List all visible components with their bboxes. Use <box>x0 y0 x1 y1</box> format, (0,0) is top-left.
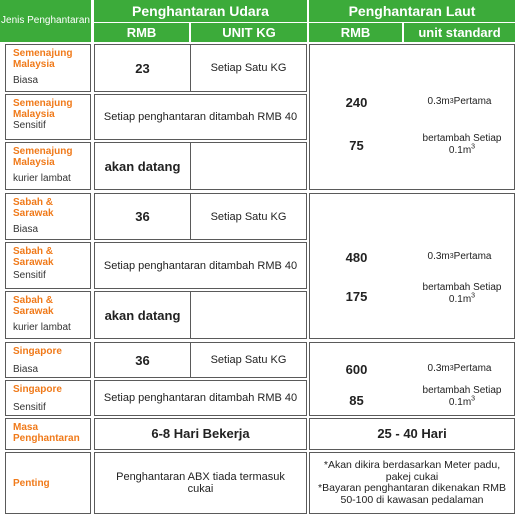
udara-coming-soon: akan datang <box>104 158 181 174</box>
udara-cell <box>94 193 307 240</box>
laut-unit-tail: Pertama <box>453 251 492 262</box>
row-label <box>5 291 91 339</box>
row-title: Sabah & Sarawak <box>13 197 54 219</box>
laut-unit-tail: Pertama <box>453 363 492 374</box>
column-divider <box>190 143 191 189</box>
laut-unit-text: bertambah Setiap 0.1m <box>422 133 502 156</box>
row-label <box>5 242 91 289</box>
udara-merged-value: Setiap penghantaran ditambah RMB 40 <box>94 242 307 289</box>
row-subtitle: Sensitif <box>13 120 46 131</box>
header-laut-rmb: RMB <box>309 23 402 42</box>
laut-unit-value: 0.3m 3 Pertama <box>427 96 492 107</box>
laut-unit-value <box>422 385 502 409</box>
laut-unit-value: 0.3m 3 Pertama <box>427 363 492 374</box>
row-title: Semenajung Malaysia <box>13 98 73 120</box>
masa-laut-value: 25 - 40 Hari <box>309 418 515 450</box>
laut-rmb-value: 240 <box>345 94 368 110</box>
udara-unit-value: Setiap Satu KG <box>210 210 287 223</box>
row-title: Semenajung Malaysia <box>13 48 73 70</box>
header-penghantaran-laut: Penghantaran Laut <box>309 0 515 22</box>
row-label <box>5 44 91 92</box>
row-label <box>5 193 91 240</box>
laut-group-semenanjung <box>309 44 515 190</box>
row-label <box>5 380 91 416</box>
laut-rmb-value: 600 <box>345 361 368 377</box>
row-title: Sabah & Sarawak <box>13 246 54 268</box>
row-title: Singapore <box>13 384 62 395</box>
row-label-masa <box>5 418 91 450</box>
header-laut-unit-standard: unit standard <box>404 23 515 42</box>
udara-rmb-value: 23 <box>135 60 150 76</box>
header-udara-rmb: RMB <box>94 23 189 42</box>
laut-unit-value: 0.3m 3 Pertama <box>427 251 492 262</box>
row-subtitle: Sensitif <box>13 270 46 281</box>
penting-laut-notes <box>309 452 515 514</box>
row-subtitle: Biasa <box>13 224 39 235</box>
column-divider <box>190 292 191 338</box>
row-subtitle: kurier lambat <box>13 173 71 184</box>
row-label <box>5 342 91 378</box>
laut-group-singapore <box>309 342 515 416</box>
laut-rmb-value: 480 <box>345 249 368 265</box>
laut-rmb-value: 175 <box>345 288 368 304</box>
laut-unit-text: bertambah Setiap 0.1m <box>422 282 502 305</box>
udara-merged-value: Setiap penghantaran ditambah RMB 40 <box>94 94 307 140</box>
row-label-penting <box>5 452 91 514</box>
laut-rmb-value: 75 <box>349 137 364 153</box>
udara-unit-value: Setiap Satu KG <box>210 354 287 366</box>
penting-title: Penting <box>13 477 50 489</box>
penting-note-1: *Akan dikira berdasarkan Meter padu, pakej cukai <box>323 459 501 483</box>
udara-rmb-value: 36 <box>135 209 150 224</box>
row-subtitle: Biasa <box>13 364 39 375</box>
row-subtitle: Biasa <box>13 75 39 86</box>
header-jenis-penghantaran: Jenis Penghantaran <box>0 0 91 42</box>
header-udara-unit-kg: UNIT KG <box>191 23 307 42</box>
laut-unit-text: bertambah Setiap 0.1m <box>422 385 502 408</box>
row-label <box>5 94 91 140</box>
superscript: 3 <box>471 143 476 151</box>
udara-cell <box>94 342 307 378</box>
laut-unit-text: 0.3m <box>427 251 450 262</box>
row-subtitle: Sensitif <box>13 402 46 413</box>
laut-unit-value <box>422 282 502 306</box>
udara-rmb-value: 36 <box>135 352 150 368</box>
laut-unit-text: 0.3m <box>427 363 450 374</box>
laut-unit-text: 0.3m <box>427 96 450 107</box>
masa-title: Masa Penghantaran <box>13 422 80 444</box>
superscript: 3 <box>471 292 476 300</box>
laut-unit-tail: Pertama <box>453 96 492 107</box>
penting-note-2: *Bayaran penghantaran dikenakan RMB 50-100 di kawasan pedalaman <box>318 482 506 506</box>
masa-udara-value: 6-8 Hari Bekerja <box>94 418 307 450</box>
row-subtitle: kurier lambat <box>13 322 71 333</box>
row-title: Sabah & Sarawak <box>13 295 54 317</box>
laut-group-sabah <box>309 193 515 339</box>
penting-udara-value: Penghantaran ABX tiada termasuk cukai <box>94 452 307 514</box>
udara-coming-soon: akan datang <box>104 307 181 323</box>
udara-cell <box>94 142 307 190</box>
udara-cell <box>94 291 307 339</box>
laut-rmb-value: 85 <box>349 392 364 408</box>
superscript: 3 <box>471 395 476 403</box>
header-penghantaran-udara: Penghantaran Udara <box>94 0 307 22</box>
udara-cell <box>94 44 307 92</box>
udara-unit-value: Setiap Satu KG <box>210 62 287 74</box>
udara-merged-value: Setiap penghantaran ditambah RMB 40 <box>94 380 307 416</box>
laut-unit-value <box>422 133 502 157</box>
row-title: Semenajung Malaysia <box>13 146 73 168</box>
row-label <box>5 142 91 190</box>
row-title: Singapore <box>13 346 62 357</box>
